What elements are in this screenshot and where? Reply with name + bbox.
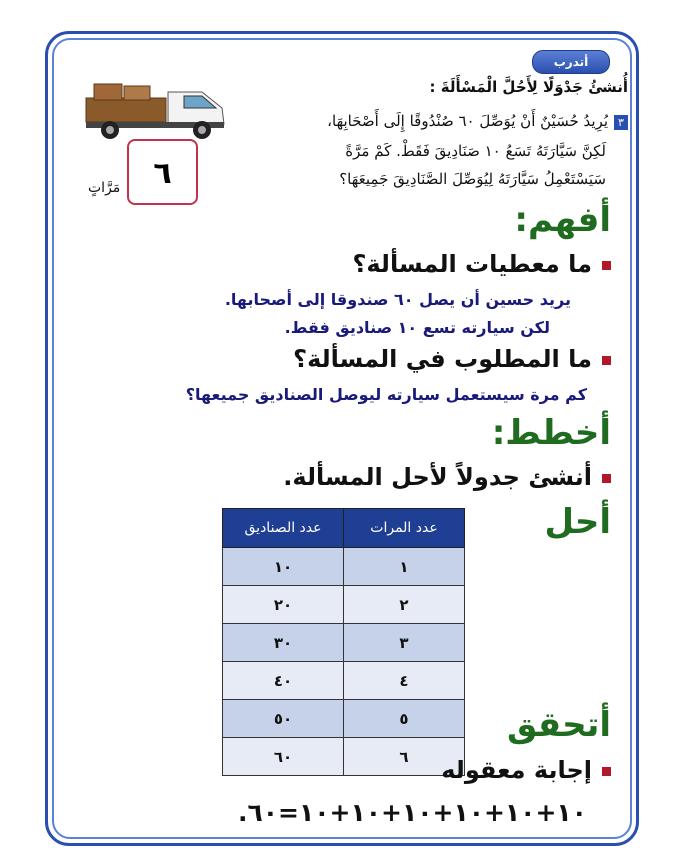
given-line-2: لكن سيارته تسع ١٠ صناديق فقط. [284,318,550,337]
understand-heading: أفهم: [514,200,611,240]
verify-heading: أتحقق [506,705,611,745]
required-line: كم مرة سيستعمل سيارته ليوصل الصناديق جميعها؟ [185,385,587,404]
bullet-icon [602,474,611,483]
table-header-times: عدد المرات [344,509,465,548]
problem-line-3: سَيَسْتَعْمِلُ سَيَّارَتَهُ لِيُوَصِّلَ الصَّنَادِيقَ جَمِيعَهَا؟ [339,170,606,188]
plan-heading: أخطط: [491,413,611,453]
instruction-text: أُنشئُ جَدْوَلًا لِأَحُلَّ الْمَسْأَلَةَ : [429,78,628,96]
table-row: ٣ ٣٠ [223,624,465,662]
bullet-icon [602,356,611,365]
practice-badge: أتدرب [532,50,610,74]
understand-question-1: ما معطيات المسألة؟ [352,250,611,278]
plan-bullet: أنشئ جدولاً لأحل المسألة. [283,463,611,491]
table-row: ١ ١٠ [223,548,465,586]
truck-image [84,78,229,142]
table-header-boxes: عدد الصناديق [223,509,344,548]
problem-number: ٣ [614,115,628,130]
solution-table [222,508,465,776]
solve-heading: أحل [544,502,611,542]
table-row: ٥ ٥٠ [223,700,465,738]
verify-bullet: إجابة معقوله [441,756,611,784]
problem-line-2: لَكِنَّ سَيَّارَتَهُ تَسَعُ ١٠ صَنَادِيقَ فَقَطْ. كَمْ مَرَّةً [345,142,606,160]
bullet-icon [602,767,611,776]
verification-equation: ١٠+١٠+١٠+١٠+١٠+١٠=٦٠. [238,798,587,827]
understand-question-2: ما المطلوب في المسألة؟ [293,345,611,373]
table-row: ٦ ٦٠ [223,738,465,776]
table-row: ٤ ٤٠ [223,662,465,700]
table-row: ٢ ٢٠ [223,586,465,624]
given-line-1: يريد حسين أن يصل ٦٠ صندوقا إلى أصحابها. [224,290,571,309]
answer-unit: مَرَّاتٍ [88,180,121,196]
bullet-icon [602,261,611,270]
problem-line-1: ٣يُرِيدُ حُسَيْنٌ أَنْ يُوَصِّلَ ٦٠ صُنْدُوقًا إِلَى أَصْحَابِهَا، [327,112,628,130]
answer-box: ٦ [127,139,198,205]
